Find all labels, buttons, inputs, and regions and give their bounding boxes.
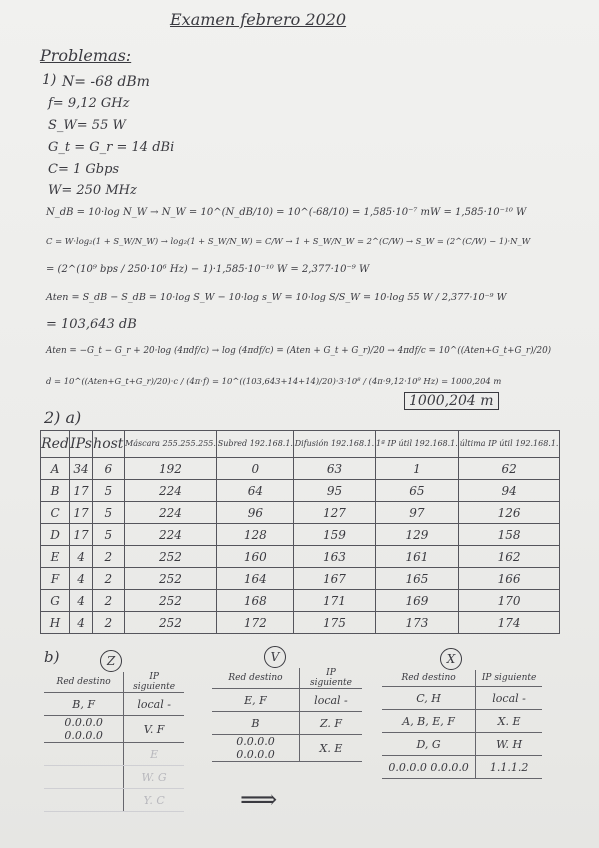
cell-mask: 192 (124, 458, 217, 480)
col-mask: Máscara 255.255.255. (124, 431, 217, 458)
given-antenna-gains: G_t = G_r = 14 dBi (48, 140, 175, 155)
cell-broadcast: 171 (294, 590, 375, 612)
cell-broadcast: 175 (294, 612, 375, 634)
cell-red: A (41, 458, 70, 480)
col-last-ip: última IP útil 192.168.1. (459, 431, 560, 458)
faint-next-hop-cell: W. G (124, 766, 184, 789)
routing-row (212, 712, 362, 735)
cell-red: B (41, 480, 70, 502)
cell-ips: 17 (70, 502, 93, 524)
cell-subnet: 64 (217, 480, 294, 502)
faint-routing-row (44, 789, 184, 812)
cell-ips: 17 (70, 524, 93, 546)
problem-2a-label: 2) a) (44, 408, 82, 427)
table-row (41, 502, 560, 524)
cell-first-ip: 165 (375, 568, 459, 590)
cell-broadcast: 95 (294, 480, 375, 502)
cell-last-ip: 62 (459, 458, 560, 480)
header-next-hop: IP siguiente (299, 668, 362, 689)
faint-destination-cell (44, 743, 124, 766)
next-hop-cell: X. E (299, 735, 362, 762)
given-noise: N= -68 dBm (62, 74, 150, 90)
cell-subnet: 172 (217, 612, 294, 634)
calc-signal-watts: = (2^(10⁹ bps / 250·10⁶ Hz) − 1)·1,585·10⁻¹⁰ W = 2,377·10⁻⁹ W (46, 264, 370, 275)
subnet-table (40, 430, 560, 634)
cell-subnet: 96 (217, 502, 294, 524)
routing-table-z (44, 672, 184, 812)
destination-cell: 0.0.0.0 0.0.0.0 (382, 756, 476, 779)
router-x-marker: X (440, 648, 462, 670)
cell-red: E (41, 546, 70, 568)
cell-last-ip: 126 (459, 502, 560, 524)
routing-table-v (212, 668, 362, 762)
table-row (41, 524, 560, 546)
cell-mask: 252 (124, 568, 217, 590)
distance-result-box: 1000,204 m (404, 392, 499, 410)
cell-broadcast: 167 (294, 568, 375, 590)
faint-routing-row (44, 766, 184, 789)
routing-row (212, 735, 362, 762)
cell-broadcast: 163 (294, 546, 375, 568)
cell-first-ip: 161 (375, 546, 459, 568)
cell-last-ip: 158 (459, 524, 560, 546)
cell-subnet: 0 (217, 458, 294, 480)
header-destination: Red destino (382, 670, 476, 687)
given-bandwidth: W= 250 MHz (48, 183, 137, 198)
cell-host: 5 (93, 502, 125, 524)
col-red: Red (41, 431, 70, 458)
cell-first-ip: 1 (375, 458, 459, 480)
continuation-arrow: ⟹ (240, 785, 278, 815)
header-next-hop: IP siguiente (476, 670, 542, 687)
cell-host: 2 (93, 612, 125, 634)
next-hop-cell: Z. F (299, 712, 362, 735)
calc-attenuation: Aten = S_dB − S_dB = 10·log S_W − 10·log s_W = 10·log S/S_W = 10·log 55 W / 2,377·10⁻⁹ W (46, 292, 507, 303)
routing-row (382, 687, 542, 710)
cell-subnet: 168 (217, 590, 294, 612)
cell-broadcast: 63 (294, 458, 375, 480)
col-host: host (93, 431, 125, 458)
cell-subnet: 128 (217, 524, 294, 546)
col-broadcast: Difusión 192.168.1. (294, 431, 375, 458)
destination-cell: 0.0.0.0 0.0.0.0 (44, 716, 124, 743)
cell-broadcast: 159 (294, 524, 375, 546)
problem-2b-label: b) (44, 648, 60, 666)
router-v-marker: V (264, 646, 286, 668)
next-hop-cell: W. H (476, 733, 542, 756)
cell-mask: 224 (124, 502, 217, 524)
cell-host: 5 (93, 480, 125, 502)
table-row (41, 568, 560, 590)
cell-mask: 224 (124, 524, 217, 546)
cell-ips: 4 (70, 546, 93, 568)
calc-shannon: C = W·log₂(1 + S_W/N_W) → log₂(1 + S_W/N_W) = C/W → 1 + S_W/N_W = 2^(C/W) → S_W = (2^(C/W) − 1)·N_W (46, 236, 531, 246)
cell-first-ip: 173 (375, 612, 459, 634)
cell-red: D (41, 524, 70, 546)
calc-noise-watts: N_dB = 10·log N_W → N_W = 10^(N_dB/10) = 10^(-68/10) = 1,585·10⁻⁷ mW = 1,585·10⁻¹⁰ W (46, 207, 527, 218)
header-destination: Red destino (212, 668, 299, 689)
faint-destination-cell (44, 766, 124, 789)
col-first-ip: 1ª IP útil 192.168.1. (375, 431, 459, 458)
cell-red: H (41, 612, 70, 634)
cell-red: G (41, 590, 70, 612)
next-hop-cell: local - (299, 689, 362, 712)
cell-red: C (41, 502, 70, 524)
cell-ips: 4 (70, 568, 93, 590)
cell-host: 2 (93, 546, 125, 568)
given-capacity: C= 1 Gbps (48, 162, 120, 177)
col-ips: IPs (70, 431, 93, 458)
routing-header-row (44, 672, 184, 693)
routing-row (212, 689, 362, 712)
next-hop-cell: V. F (124, 716, 184, 743)
table-row (41, 612, 560, 634)
cell-host: 5 (93, 524, 125, 546)
calc-attenuation-result: = 103,643 dB (46, 317, 137, 332)
destination-cell: D, G (382, 733, 476, 756)
routing-row (382, 756, 542, 779)
cell-mask: 252 (124, 590, 217, 612)
next-hop-cell: local - (124, 693, 184, 716)
cell-host: 6 (93, 458, 125, 480)
table-row (41, 480, 560, 502)
routing-row (44, 693, 184, 716)
destination-cell: B (212, 712, 299, 735)
cell-last-ip: 166 (459, 568, 560, 590)
table-row (41, 590, 560, 612)
cell-red: F (41, 568, 70, 590)
cell-first-ip: 97 (375, 502, 459, 524)
cell-ips: 4 (70, 590, 93, 612)
destination-cell: B, F (44, 693, 124, 716)
cell-subnet: 160 (217, 546, 294, 568)
cell-last-ip: 174 (459, 612, 560, 634)
cell-mask: 252 (124, 546, 217, 568)
routing-header-row (382, 670, 542, 687)
calc-path-loss: Aten = −G_t − G_r + 20·log (4πdf/c) → log (4πdf/c) = (Aten + G_t + G_r)/20 → 4πdf/c = 10^((Aten+G_t+G_r)/20) (46, 346, 552, 356)
cell-subnet: 164 (217, 568, 294, 590)
header-next-hop: IP siguiente (124, 672, 184, 693)
cell-last-ip: 94 (459, 480, 560, 502)
faint-routing-row (44, 743, 184, 766)
page-title: Examen febrero 2020 (170, 10, 347, 29)
next-hop-cell: local - (476, 687, 542, 710)
cell-ips: 17 (70, 480, 93, 502)
router-z-marker: Z (100, 650, 122, 672)
problem-1-label: 1) (42, 72, 57, 88)
given-signal-power: S_W= 55 W (48, 118, 126, 133)
table-row (41, 458, 560, 480)
routing-table-x (382, 670, 542, 779)
destination-cell: 0.0.0.0 0.0.0.0 (212, 735, 299, 762)
cell-last-ip: 170 (459, 590, 560, 612)
cell-host: 2 (93, 590, 125, 612)
cell-first-ip: 65 (375, 480, 459, 502)
given-frequency: f= 9,12 GHz (48, 96, 130, 111)
cell-mask: 252 (124, 612, 217, 634)
faint-next-hop-cell: E (124, 743, 184, 766)
calc-distance: d = 10^((Aten+G_t+G_r)/20)·c / (4π·f) = 10^((103,643+14+14)/20)·3·10⁸ / (4π·9,12·10⁹ Hz) = 1000,204 m (46, 376, 502, 386)
faint-next-hop-cell: Y. C (124, 789, 184, 812)
cell-ips: 4 (70, 612, 93, 634)
faint-destination-cell (44, 789, 124, 812)
section-heading: Problemas: (40, 46, 132, 65)
destination-cell: C, H (382, 687, 476, 710)
cell-last-ip: 162 (459, 546, 560, 568)
routing-row (382, 733, 542, 756)
cell-ips: 34 (70, 458, 93, 480)
table-row (41, 546, 560, 568)
next-hop-cell: X. E (476, 710, 542, 733)
cell-mask: 224 (124, 480, 217, 502)
cell-host: 2 (93, 568, 125, 590)
cell-first-ip: 169 (375, 590, 459, 612)
cell-first-ip: 129 (375, 524, 459, 546)
cell-broadcast: 127 (294, 502, 375, 524)
destination-cell: A, B, E, F (382, 710, 476, 733)
routing-row (44, 716, 184, 743)
next-hop-cell: 1.1.1.2 (476, 756, 542, 779)
header-destination: Red destino (44, 672, 124, 693)
col-subnet: Subred 192.168.1. (217, 431, 294, 458)
routing-row (382, 710, 542, 733)
routing-header-row (212, 668, 362, 689)
destination-cell: E, F (212, 689, 299, 712)
